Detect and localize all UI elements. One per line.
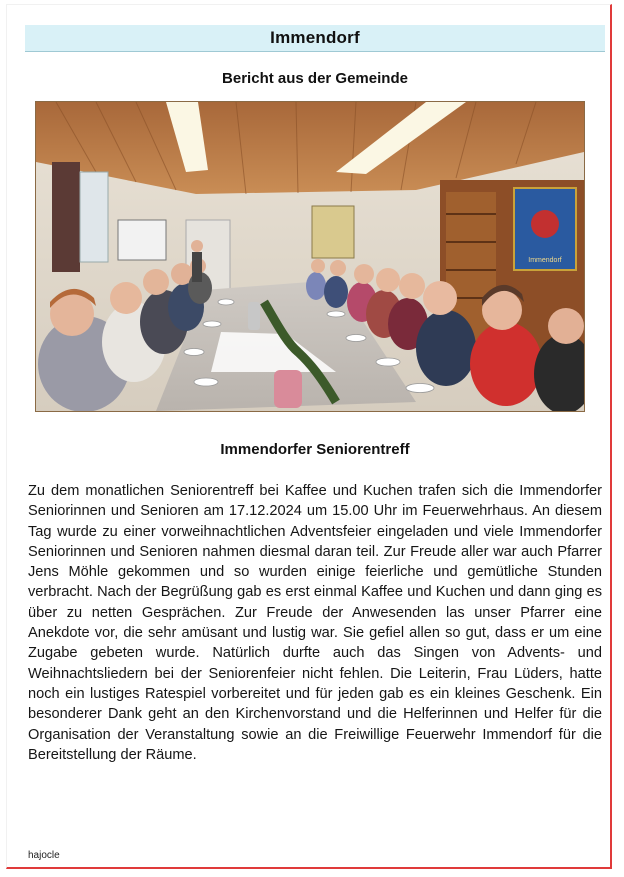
event-photo-illustration xyxy=(36,102,584,411)
article-body: Zu dem monatlichen Seniorentreff bei Kaffee und Kuchen trafen sich die Immendorfer Seniorinnen und Senioren am 17.12.2024 um 15.00 Uhr im Feuerwehrhaus. An diesem Tag wurde zu einer vorweihnachtlichen Adventsfeier eingeladen und viele Immendorfer Seniorinnen und Senioren nahmen diesmal daran teil. Zur Freude aller war auch Pfarrer Jens Möhle gekommen und so wurden einige feierliche und gemütliche Stunden verbracht. Nach der Begrüßung gab es erst einmal Kaffee und Kuchen und dann ging es über zu netten Gesprächen. Zur Freude der Anwesenden las unser Pfarrer eine Anekdote vor, die sehr amüsant und lustig war. Sie gefiel allen so gut, dass er um eine Zugabe gebeten wurde. Natürlich durfte auch das Singen von Advents- und Weihnachtsliedern bei der Seniorenfeier nicht fehlen. Die Leiterin, Frau Lüders, hatte noch ein lustiges Ratespiel vorbereitet und für jeden gab es ein kleines Geschenk. Ein besonderer Dank geht an den Kirchenvorstand und die Helferinnen und Helfer für die Organisation der Veranstaltung sowie an die Freiwillige Feuerwehr Immendorf für die Bereitstellung der Räume. xyxy=(28,483,602,763)
section-subtitle: Bericht aus der Gemeinde xyxy=(222,70,408,87)
page-title: Immendorf xyxy=(270,28,360,47)
event-photo xyxy=(35,101,585,412)
article-author: hajocle xyxy=(28,850,60,861)
article-title: Immendorfer Seniorentreff xyxy=(220,441,410,458)
banner-text: Immendorf xyxy=(528,257,562,264)
newsletter-page xyxy=(6,4,612,869)
header-band xyxy=(25,25,605,52)
